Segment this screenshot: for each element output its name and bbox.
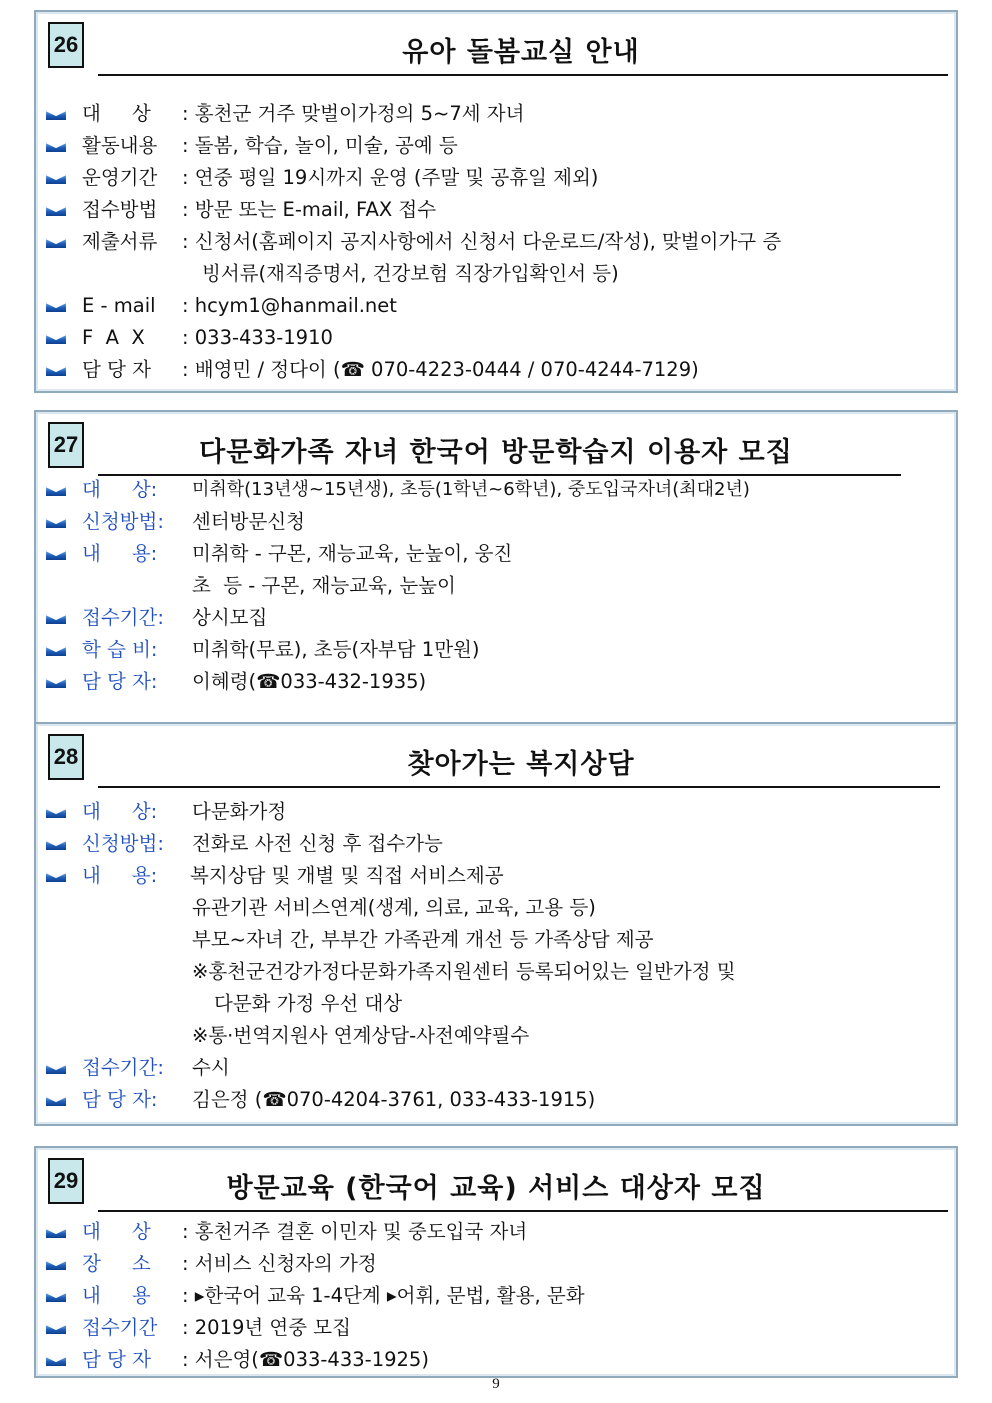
envelope-icon (46, 677, 66, 688)
envelope-icon (46, 807, 66, 818)
row-value: : 돌봄, 학습, 놀이, 미술, 공예 등 (182, 134, 458, 157)
section-27 (34, 410, 958, 732)
section-number: 27 (48, 422, 84, 468)
content-text: 다문화 가정 우선 대상 (214, 992, 403, 1015)
section-number: 29 (48, 1158, 84, 1204)
envelope-icon (46, 485, 66, 496)
content-line (44, 1020, 946, 1052)
envelope-icon (46, 109, 66, 120)
info-row (44, 602, 946, 634)
row-value: 김은정 (☎070-4204-3761, 033-433-1915) (192, 1088, 596, 1111)
info-row (44, 666, 946, 698)
row-value: : 신청서(홈페이지 공지사항에서 신청서 다운로드/작성), 맞벌이가구 증 (182, 230, 782, 253)
info-row (44, 354, 946, 386)
row-label: 제출서류 (82, 230, 158, 253)
row-value: 전화로 사전 신청 후 접수가능 (192, 832, 443, 855)
info-row (44, 1312, 946, 1344)
content-text: ※홍천군건강가정다문화가족지원센터 등록되어있는 일반가정 및 (192, 960, 736, 983)
info-row (44, 1084, 946, 1116)
info-row (44, 1052, 946, 1084)
info-row (44, 538, 946, 602)
row-label: 내 용 (82, 1284, 151, 1307)
envelope-icon (46, 613, 66, 624)
envelope-icon (46, 871, 66, 882)
title-underline (98, 786, 940, 788)
row-label: 학 습 비: (82, 638, 158, 661)
row-value: 다문화가정 (192, 800, 287, 823)
envelope-icon (46, 365, 66, 376)
envelope-icon (46, 1063, 66, 1074)
info-row (44, 796, 946, 828)
row-value: : 033-433-1910 (182, 326, 333, 349)
content-text: 유관기관 서비스연계(생계, 의료, 교육, 고용 등) (192, 896, 596, 919)
envelope-icon (46, 333, 66, 344)
row-value: 수시 (192, 1056, 230, 1079)
row-value: 복지상담 및 개별 및 직접 서비스제공 (190, 864, 504, 887)
row-label: 담 당 자: (82, 670, 158, 693)
envelope-icon (46, 839, 66, 850)
row-value: : 홍천거주 결혼 이민자 및 중도입국 자녀 (182, 1220, 528, 1243)
row-label: 대 상: (82, 478, 158, 501)
content-line (44, 956, 946, 988)
row-label: 내 용: (82, 864, 158, 887)
envelope-icon (46, 1291, 66, 1302)
row-label: 접수방법 (82, 198, 158, 221)
info-row (44, 162, 946, 194)
envelope-icon (46, 205, 66, 216)
row-value: 미취학 - 구몬, 재능교육, 눈높이, 웅진 (192, 542, 513, 565)
content-text: ※통·번역지원사 연계상담-사전예약필수 (192, 1024, 530, 1047)
section-title: 방문교육 (한국어 교육) 서비스 대상자 모집 (226, 1173, 766, 1204)
section-title: 유아 돌봄교실 안내 (402, 37, 640, 68)
row-value: 센터방문신청 (192, 510, 306, 533)
envelope-icon (46, 549, 66, 560)
row-value: : ▸한국어 교육 1-4단계 ▸어휘, 문법, 활용, 문화 (182, 1284, 585, 1307)
section-title: 다문화가족 자녀 한국어 방문학습지 이용자 모집 (199, 437, 793, 468)
row-value: : 서비스 신청자의 가정 (182, 1252, 377, 1275)
info-row (44, 130, 946, 162)
envelope-icon (46, 1323, 66, 1334)
row-label: E - mail (82, 294, 156, 317)
section-title: 찾아가는 복지상담 (407, 749, 635, 780)
info-row (44, 506, 946, 538)
envelope-icon (46, 1355, 66, 1366)
row-label: 신청방법: (82, 510, 164, 533)
info-row (44, 860, 946, 892)
content-text: 부모~자녀 간, 부부간 가족관계 개선 등 가족상담 제공 (192, 928, 654, 951)
info-row (44, 1216, 946, 1248)
info-row (44, 1344, 946, 1376)
row-label: 대 상: (82, 800, 158, 823)
content-line (44, 988, 946, 1020)
info-row (44, 1248, 946, 1280)
section-28 (34, 722, 958, 1126)
row-value: : 방문 또는 E-mail, FAX 접수 (182, 198, 437, 221)
row-value: : 2019년 연중 모집 (182, 1316, 351, 1339)
title-underline (98, 74, 948, 76)
row-label: 대 상 (82, 102, 151, 125)
section-29 (34, 1146, 958, 1378)
row-label: 접수기간: (82, 606, 164, 629)
row-label: 운영기간 (82, 166, 158, 189)
row-label: 접수기간: (82, 1056, 164, 1079)
row-label: 활동내용 (82, 134, 158, 157)
row-label: 담 당 자 (82, 358, 151, 381)
row-label: 신청방법: (82, 832, 164, 855)
info-row (44, 226, 946, 290)
row-label: F A X (82, 326, 145, 349)
info-row (44, 290, 946, 322)
info-row (44, 1280, 946, 1312)
section-number: 26 (48, 22, 84, 68)
row-value: 상시모집 (192, 606, 268, 629)
row-label: 담 당 자: (82, 1088, 158, 1111)
section-number: 28 (48, 734, 84, 780)
row-value: : 연중 평일 19시까지 운영 (주말 및 공휴일 제외) (182, 166, 599, 189)
content-line (44, 892, 946, 924)
envelope-icon (46, 645, 66, 656)
envelope-icon (46, 1095, 66, 1106)
row-label: 내 용: (82, 542, 158, 565)
info-row (44, 98, 946, 130)
row-value: : 홍천군 거주 맞벌이가정의 5~7세 자녀 (182, 102, 525, 125)
row-value: : 서은영(☎033-433-1925) (182, 1348, 429, 1371)
row-value: 이혜령(☎033-432-1935) (192, 670, 427, 693)
row-label: 담 당 자 (82, 1348, 151, 1371)
envelope-icon (46, 237, 66, 248)
info-row (44, 322, 946, 354)
row-label: 대 상 (82, 1220, 151, 1243)
row-value: : 배영민 / 정다이 (☎ 070-4223-0444 / 070-4244-7129) (182, 358, 699, 381)
row-label: 접수기간 (82, 1316, 158, 1339)
row-value: : hcym1@hanmail.net (182, 294, 397, 317)
envelope-icon (46, 1227, 66, 1238)
row-label: 장 소 (82, 1252, 151, 1275)
row-value-continued: 초 등 - 구몬, 재능교육, 눈높이 (192, 574, 456, 597)
envelope-icon (46, 301, 66, 312)
envelope-icon (46, 517, 66, 528)
content-line (44, 924, 946, 956)
info-row (44, 634, 946, 666)
row-value-continued: 빙서류(재직증명서, 건강보험 직장가입확인서 등) (202, 262, 619, 285)
info-row (44, 828, 946, 860)
envelope-icon (46, 141, 66, 152)
row-value: 미취학(13년생~15년생), 초등(1학년~6학년), 중도입국자녀(최대2년) (192, 479, 750, 500)
envelope-icon (46, 173, 66, 184)
info-row (44, 194, 946, 226)
section-26 (34, 10, 958, 393)
page-number: 9 (492, 1376, 500, 1392)
info-row (44, 474, 946, 506)
row-value: 미취학(무료), 초등(자부담 1만원) (192, 638, 480, 661)
envelope-icon (46, 1259, 66, 1270)
title-underline (98, 1210, 948, 1212)
